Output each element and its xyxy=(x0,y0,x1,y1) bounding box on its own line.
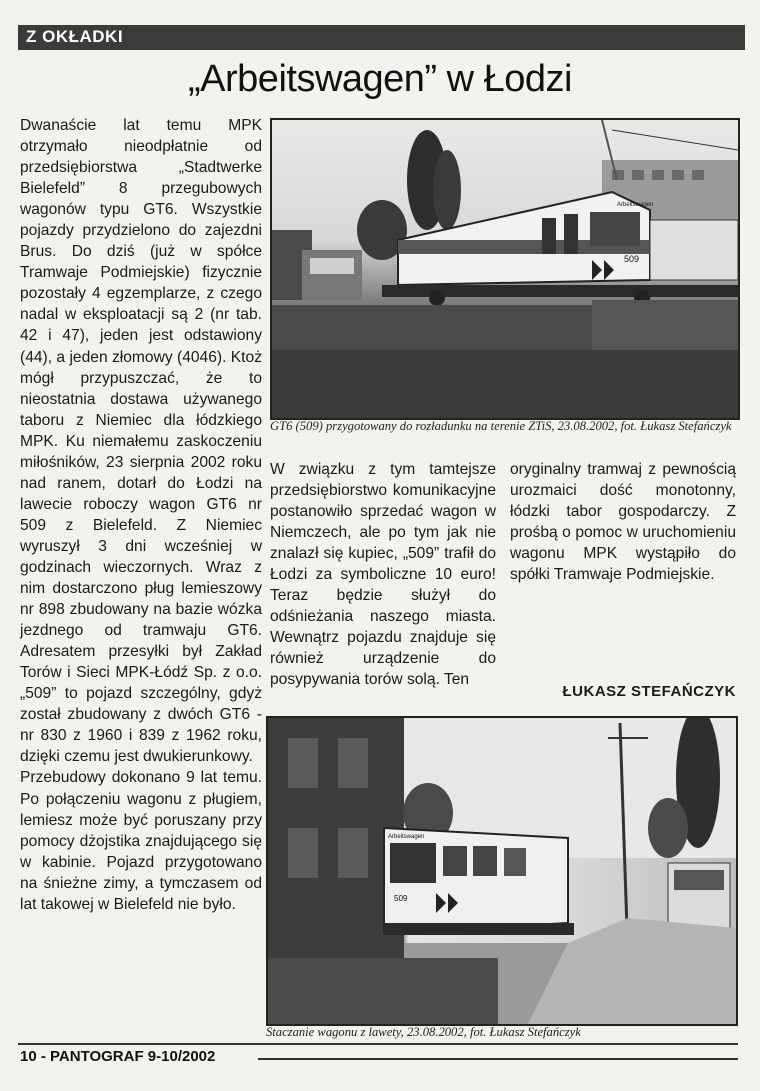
article-right-column xyxy=(510,459,736,585)
article-title: „Arbeitswagen” w Łodzi xyxy=(188,58,572,100)
paragraph-4: oryginalny tramwaj z pewnością urozmaici dość monotonny, łódzki tabor gospodarczy. Z prośbą o pomoc w uruchomieniu wagonu MPK wystąpiło do spółki Tramwaje Podmiejskie. xyxy=(510,461,736,584)
photo2-caption: Staczanie wagonu z lawety, 23.08.2002, fot. Łukasz Stefańczyk xyxy=(266,1025,581,1039)
paragraph-2: Przebudowy dokonano 9 lat temu. Po połączeniu wagonu z pługiem, lemiesz może być poruszany przy pomocy dżojstika znajdującego się w kabinie. Pojazd przygotowano na śnieżne zimy, a tymczasem od lat takowej w Bielefeld nie było. xyxy=(20,769,262,913)
photo1-caption: GT6 (509) przygotowany do rozładunku na terenie ZTiS, 23.08.2002, fot. Łukasz Stefańczyk xyxy=(270,419,732,433)
photo1-tram-label: Arbeitswagen xyxy=(617,202,654,208)
article-middle-column xyxy=(270,459,496,691)
paragraph-3: W związku z tym tamtejsze przedsiębiorstwo komunikacyjne postanowiło sprzedać wagon w Niemczech, ale po tym jak nie znalazł się kupiec, „509” trafił do Łodzi za symboliczne 10 euro! Teraz będzie służył do odśnieżania naszego miasta. Wewnątrz pojazdu znajduje się również urządzenie do posypywania torów solą. Ten xyxy=(270,461,496,689)
article-left-column xyxy=(20,115,262,915)
photo-tram-on-trailer-image xyxy=(272,120,738,418)
photo2-tram-label: Arbeitswagen xyxy=(388,834,425,840)
section-label: Z OKŁADKI xyxy=(26,27,124,46)
paragraph-1: Dwanaście lat temu MPK otrzymało nieodpłatnie od przedsiębiorstwa „Stadtwerke Bielefeld” 8 przegubowych wagonów typu GT6. Wszystkie pojazdy przydzielono do zajezdni Brus. Do dziś (już w spółce Tramwaje Podmiejskie) fizycznie pozostały 4 egzemplarze, z czego nadal w eksploatacji są 2 (nr tab. 42 i 47), jeden jest odstawiony (44), a jeden złomowy (4046). Ktoż mógł przypuszczać, że to nieostatnia dostawa używanego taboru z Niemiec dla łódzkiego MPK. Ku niemałemu zaskoczeniu miłośników, 23 sierpnia 2002 roku nad ranem, dotarł do Łodzi na lawecie roboczy wagon GT6 nr 509 z Bielefeld. Z Niemiec wyruszył 3 dni wcześniej w godzinach wieczornych. Wraz z nim dostarczono pług lemieszowy nr 898 zbudowany na bazie wózka jezdnego od tramwaju GT6. Adresatem przesyłki był Zakład Torów i Sieci MPK-Łódź Sp. z o.o. „509” to pojazd szczególny, gdyż został zbudowany z dwóch GT6 - nr 830 z 1960 i 839 z 1962 roku, dzięki czemu jest dwukierunkowy. xyxy=(20,117,262,766)
page-footer: 10 - PANTOGRAF 9-10/2002 xyxy=(20,1048,216,1065)
photo-tram-unloading xyxy=(266,716,738,1026)
photo-tram-unloading-image xyxy=(268,718,736,1024)
photo1-tram-number: 509 xyxy=(624,254,640,264)
article-author: ŁUKASZ STEFAŃCZYK xyxy=(562,683,736,700)
photo-tram-on-trailer xyxy=(270,118,740,420)
photo2-tram-number: 509 xyxy=(394,894,408,903)
section-header-bar xyxy=(18,25,745,50)
footer-divider-lower xyxy=(258,1058,738,1060)
footer-divider xyxy=(18,1043,738,1045)
